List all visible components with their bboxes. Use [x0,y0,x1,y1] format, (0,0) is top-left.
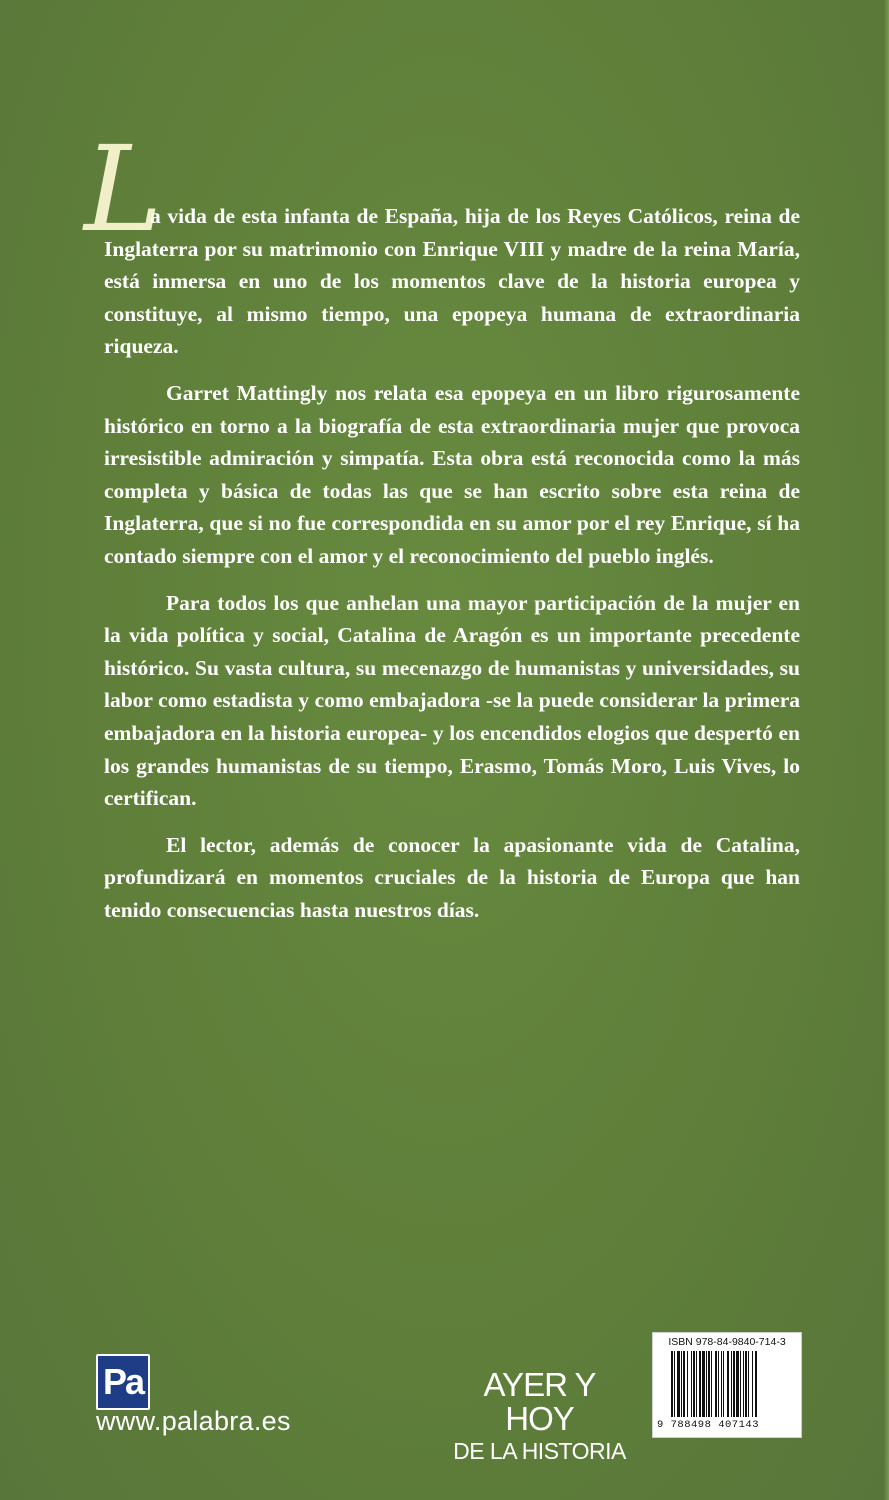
isbn-label: ISBN 978-84-9840-714-3 [668,1336,786,1348]
collection-title: AYER Y HOY [483,1366,596,1437]
synopsis-paragraph-2: Garret Mattingly nos relata esa epopeya en un libro rigurosamente histórico en torno a la biografía de esta extraordinaria mujer que provoca irresistible admiración y simpatía. Esta obra está reconocida como la más completa y básica de todas las que se han escrito sobre esta reina de Inglaterra, que si no fue correspondida en su amor por el rey Enrique, sí ha contado siempre con el amor y el reconocimiento del pueblo inglés. [104,380,800,568]
drop-cap-letter: L [84,120,163,258]
collection-subtitle: DE LA HISTORIA [453,1438,626,1464]
publisher-url: www.palabra.es [96,1406,291,1436]
barcode-number: 9 788498 407143 [657,1419,760,1431]
cover-edge [883,0,889,1500]
synopsis-paragraph-4: El lector, además de conocer la apasionante vida de Catalina, profundizará en momentos cruciales de la historia de Europa que han tenido consecuencias hasta nuestros días. [104,832,800,922]
isbn-barcode [652,1332,802,1438]
synopsis-paragraph-1: a vida de esta infanta de España, hija de los Reyes Católicos, reina de Inglaterra por su matrimonio con Enrique VIII y madre de la reina María, está inmersa en uno de los momentos clave de la historia europea y constituye, al mismo tiempo, una epopeya humana de extraordinaria riqueza. [104,204,800,359]
synopsis-paragraph-3: Para todos los que anhelan una mayor participación de la mujer en la vida política y social, Catalina de Aragón es un importante precedente histórico. Su vasta cultura, su mecenazgo de humanistas y universidades, su labor como estadista y como embajadora -se la puede considerar la primera embajadora en la historia europea- y los encendidos elogios que despertó en los grandes humanistas de su tiempo, Erasmo, Tomás Moro, Luis Vives, lo certifican. [104,590,800,811]
collection-logo [452,1368,627,1466]
synopsis-text [104,200,800,940]
barcode-bars-icon [671,1351,795,1417]
publisher-logo: Pa [96,1354,150,1410]
